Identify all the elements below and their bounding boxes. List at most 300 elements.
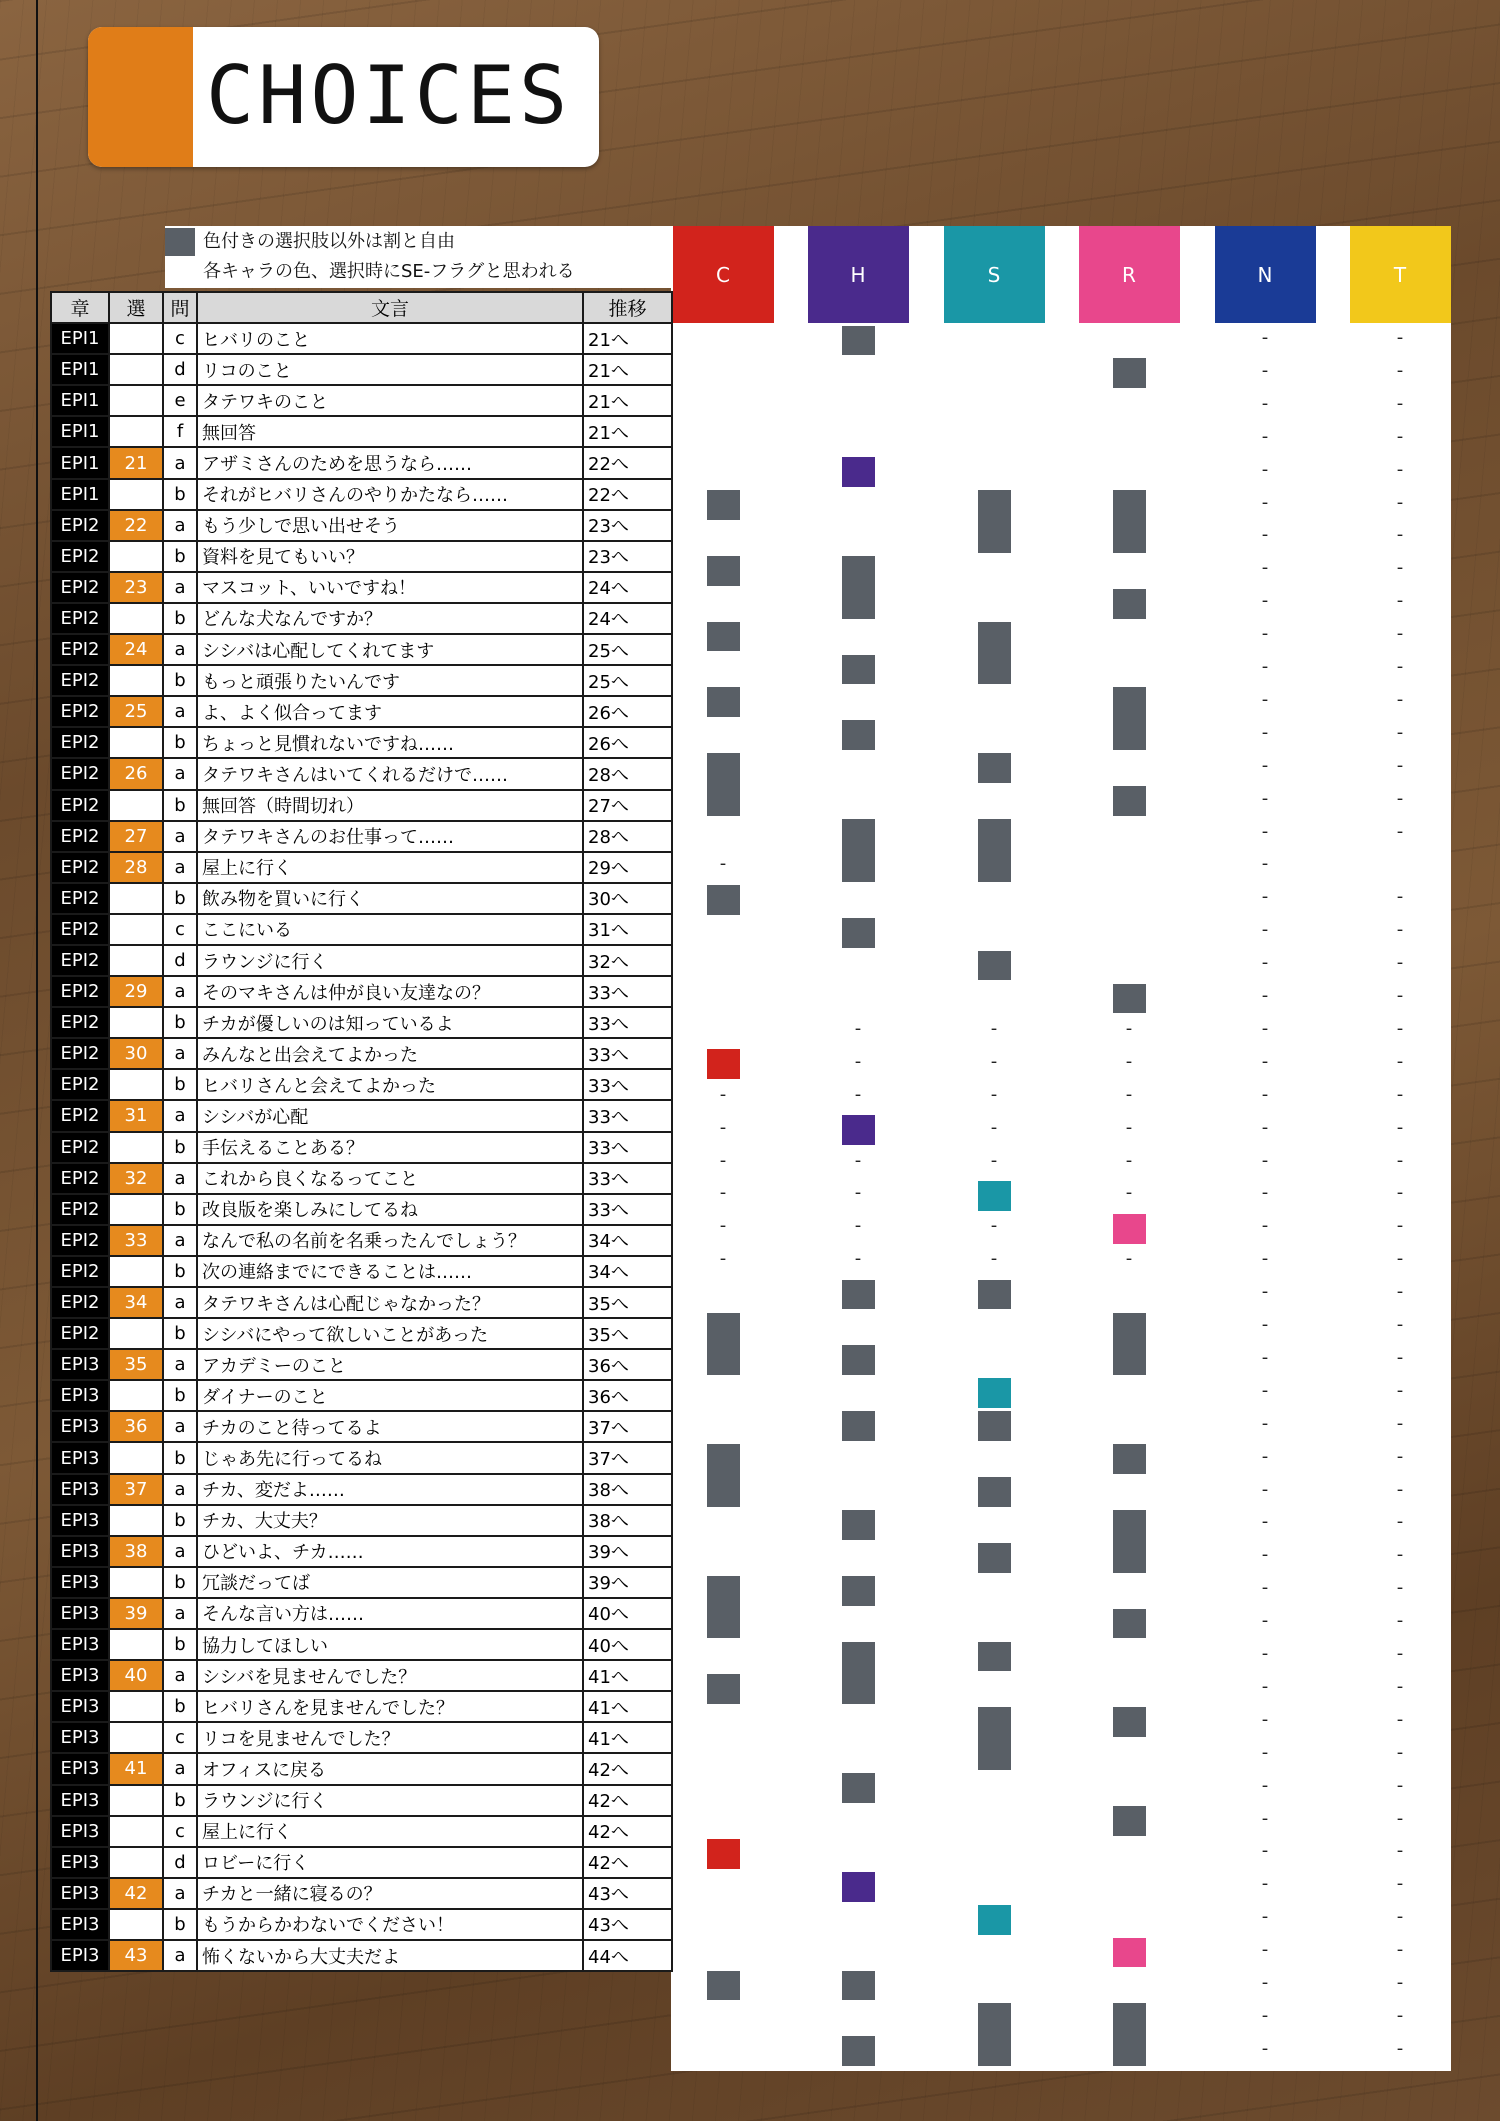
choice-text-cell: タテワキさんはいてくれるだけで……	[197, 758, 583, 789]
table-row	[51, 1785, 672, 1816]
choice-text-cell: よ、よく似合ってます	[197, 696, 583, 727]
transition-cell: 32へ	[583, 945, 672, 976]
table-row	[51, 1349, 672, 1380]
choice-text-cell: シシバを見ませんでした？	[197, 1660, 583, 1691]
transition-cell: 44へ	[583, 1940, 672, 1971]
header-chapter: 章	[51, 292, 109, 323]
transition-cell: 33へ	[583, 1163, 672, 1194]
chapter-cell: EPI2	[51, 1100, 109, 1131]
marker-c	[707, 753, 740, 816]
select-number-cell: 43	[109, 1940, 163, 1971]
table-row	[51, 1256, 672, 1287]
select-number-cell	[109, 1069, 163, 1100]
choice-text-cell: タテワキさんは心配じゃなかった？	[197, 1287, 583, 1318]
dash-s: -	[990, 1248, 998, 1270]
table-row	[51, 634, 672, 665]
chapter-cell: EPI2	[51, 541, 109, 572]
marker-s	[978, 622, 1011, 685]
dash-n: -	[1261, 787, 1269, 809]
transition-cell: 22へ	[583, 479, 672, 510]
marker-r	[1113, 490, 1146, 553]
dash-h: -	[854, 1182, 862, 1204]
chapter-cell: EPI3	[51, 1691, 109, 1722]
character-header-s: S	[944, 226, 1045, 323]
dash-t: -	[1396, 1708, 1404, 1730]
marker-h	[842, 1642, 875, 1705]
transition-cell: 42へ	[583, 1816, 672, 1847]
table-row	[51, 1100, 672, 1131]
dash-t: -	[1396, 557, 1404, 579]
dash-n: -	[1261, 820, 1269, 842]
select-number-cell: 38	[109, 1536, 163, 1567]
marker-r	[1113, 589, 1146, 619]
marker-r	[1113, 1444, 1146, 1474]
select-number-cell	[109, 883, 163, 914]
question-letter-cell: b	[163, 1785, 197, 1816]
question-letter-cell: b	[163, 603, 197, 634]
dash-n: -	[1261, 1610, 1269, 1632]
choice-text-cell: もうからかわないでください！	[197, 1909, 583, 1940]
dash-t: -	[1396, 2037, 1404, 2059]
question-letter-cell: a	[163, 1287, 197, 1318]
dash-t: -	[1396, 1017, 1404, 1039]
chapter-cell: EPI2	[51, 1007, 109, 1038]
dash-t: -	[1396, 590, 1404, 612]
dash-n: -	[1261, 1708, 1269, 1730]
transition-cell: 37へ	[583, 1442, 672, 1473]
dash-n: -	[1261, 557, 1269, 579]
table-row	[51, 1847, 672, 1878]
dash-s: -	[990, 1017, 998, 1039]
dash-n: -	[1261, 1478, 1269, 1500]
chapter-cell: EPI2	[51, 727, 109, 758]
select-number-cell: 34	[109, 1287, 163, 1318]
chapter-cell: EPI2	[51, 914, 109, 945]
marker-h-colored	[842, 457, 875, 487]
table-row	[51, 1194, 672, 1225]
dash-n: -	[1261, 1939, 1269, 1961]
select-number-cell	[109, 541, 163, 572]
dash-n: -	[1261, 2037, 1269, 2059]
dash-n: -	[1261, 491, 1269, 513]
choice-text-cell: 資料を見てもいい？	[197, 541, 583, 572]
transition-cell: 24へ	[583, 603, 672, 634]
transition-cell: 25へ	[583, 665, 672, 696]
character-header-h: H	[808, 226, 909, 323]
question-letter-cell: e	[163, 385, 197, 416]
table-row	[51, 790, 672, 821]
select-number-cell: 33	[109, 1225, 163, 1256]
question-letter-cell: b	[163, 1909, 197, 1940]
chapter-cell: EPI3	[51, 1505, 109, 1536]
question-letter-cell: a	[163, 1163, 197, 1194]
dash-n: -	[1261, 1379, 1269, 1401]
dash-t: -	[1396, 1807, 1404, 1829]
table-row	[51, 1909, 672, 1940]
dash-n: -	[1261, 688, 1269, 710]
transition-cell: 21へ	[583, 416, 672, 447]
marker-h-colored	[842, 1872, 875, 1902]
table-row	[51, 1411, 672, 1442]
character-header-t: T	[1350, 226, 1451, 323]
question-letter-cell: b	[163, 1691, 197, 1722]
choice-text-cell: ラウンジに行く	[197, 1785, 583, 1816]
marker-h	[842, 1971, 875, 2001]
select-number-cell	[109, 790, 163, 821]
question-letter-cell: a	[163, 447, 197, 478]
chapter-cell: EPI3	[51, 1722, 109, 1753]
transition-cell: 40へ	[583, 1598, 672, 1629]
table-row	[51, 1038, 672, 1069]
character-panel	[671, 226, 1451, 2071]
transition-cell: 21へ	[583, 323, 672, 354]
left-margin-line	[36, 0, 38, 2121]
dash-n: -	[1261, 985, 1269, 1006]
marker-c	[707, 1674, 740, 1704]
choice-text-cell: 飲み物を買いに行く	[197, 883, 583, 914]
choice-text-cell: タテワキのこと	[197, 385, 583, 416]
select-number-cell: 32	[109, 1163, 163, 1194]
question-letter-cell: b	[163, 1442, 197, 1473]
chapter-cell: EPI2	[51, 696, 109, 727]
chapter-cell: EPI3	[51, 1816, 109, 1847]
chapter-cell: EPI3	[51, 1629, 109, 1660]
table-row	[51, 1567, 672, 1598]
dash-t: -	[1396, 2004, 1404, 2026]
dash-t: -	[1396, 1248, 1404, 1270]
dash-t: -	[1396, 1577, 1404, 1599]
table-row	[51, 727, 672, 758]
marker-c	[707, 1444, 740, 1507]
dash-t: -	[1396, 952, 1404, 974]
transition-cell: 41へ	[583, 1691, 672, 1722]
table-body	[51, 323, 672, 1971]
question-letter-cell: b	[163, 1318, 197, 1349]
chapter-cell: EPI2	[51, 852, 109, 883]
dash-n: -	[1261, 1281, 1269, 1303]
chapter-cell: EPI3	[51, 1847, 109, 1878]
question-letter-cell: b	[163, 665, 197, 696]
dash-n: -	[1261, 1017, 1269, 1039]
dash-n: -	[1261, 1544, 1269, 1566]
table-row	[51, 1007, 672, 1038]
marker-c-colored	[707, 1049, 740, 1079]
transition-cell: 33へ	[583, 976, 672, 1007]
transition-cell: 42へ	[583, 1753, 672, 1784]
select-number-cell	[109, 1629, 163, 1660]
question-letter-cell: c	[163, 914, 197, 945]
select-number-cell: 37	[109, 1474, 163, 1505]
choice-text-cell: そのマキさんは仲が良い友達なの？	[197, 976, 583, 1007]
dash-n: -	[1261, 1741, 1269, 1763]
marker-s	[978, 1642, 1011, 1672]
choice-text-cell: ラウンジに行く	[197, 945, 583, 976]
marker-h	[842, 1411, 875, 1441]
dash-n: -	[1261, 1445, 1269, 1467]
question-letter-cell: a	[163, 1878, 197, 1909]
select-number-cell: 41	[109, 1753, 163, 1784]
marker-h	[842, 1576, 875, 1606]
transition-cell: 35へ	[583, 1287, 672, 1318]
table-row	[51, 541, 672, 572]
question-letter-cell: a	[163, 572, 197, 603]
chapter-cell: EPI2	[51, 1132, 109, 1163]
select-number-cell	[109, 1691, 163, 1722]
dash-n: -	[1261, 425, 1269, 447]
dash-t: -	[1396, 1281, 1404, 1303]
transition-cell: 26へ	[583, 727, 672, 758]
table-row	[51, 821, 672, 852]
chapter-cell: EPI3	[51, 1536, 109, 1567]
select-number-cell	[109, 323, 163, 354]
choice-text-cell: ちょっと見慣れないですね……	[197, 727, 583, 758]
table-header-row	[51, 292, 672, 323]
dash-n: -	[1261, 1675, 1269, 1697]
table-row	[51, 1132, 672, 1163]
transition-cell: 26へ	[583, 696, 672, 727]
transition-cell: 43へ	[583, 1909, 672, 1940]
chapter-cell: EPI3	[51, 1878, 109, 1909]
choice-text-cell: リコのこと	[197, 354, 583, 385]
marker-c	[707, 556, 740, 586]
table-row	[51, 665, 672, 696]
dash-t: -	[1396, 820, 1404, 842]
chapter-cell: EPI2	[51, 1318, 109, 1349]
question-letter-cell: b	[163, 1069, 197, 1100]
question-letter-cell: a	[163, 1474, 197, 1505]
choice-text-cell: シシバが心配	[197, 1100, 583, 1131]
dash-t: -	[1396, 1346, 1404, 1368]
select-number-cell	[109, 665, 163, 696]
question-letter-cell: b	[163, 541, 197, 572]
table-row	[51, 914, 672, 945]
select-number-cell: 40	[109, 1660, 163, 1691]
question-letter-cell: b	[163, 1629, 197, 1660]
marker-s	[978, 1477, 1011, 1507]
marker-c-colored	[707, 1839, 740, 1869]
dash-r: -	[1125, 1050, 1133, 1072]
dash-n: -	[1261, 1116, 1269, 1138]
select-number-cell: 27	[109, 821, 163, 852]
dash-r: -	[1125, 1149, 1133, 1171]
choice-text-cell: ヒバリのこと	[197, 323, 583, 354]
dash-n: -	[1261, 392, 1269, 414]
question-letter-cell: a	[163, 758, 197, 789]
dash-t: -	[1396, 1379, 1404, 1401]
table-row	[51, 416, 672, 447]
dash-n: -	[1261, 1807, 1269, 1829]
select-number-cell: 31	[109, 1100, 163, 1131]
question-letter-cell: f	[163, 416, 197, 447]
select-number-cell	[109, 1816, 163, 1847]
dash-t: -	[1396, 656, 1404, 677]
transition-cell: 36へ	[583, 1380, 672, 1411]
dash-t: -	[1396, 1544, 1404, 1566]
dash-t: -	[1396, 392, 1404, 414]
transition-cell: 33へ	[583, 1132, 672, 1163]
dash-c: -	[719, 1116, 727, 1138]
choice-text-cell: ヒバリさんと会えてよかった	[197, 1069, 583, 1100]
select-number-cell	[109, 1007, 163, 1038]
choice-text-cell: これから良くなるってこと	[197, 1163, 583, 1194]
marker-c	[707, 1313, 740, 1376]
chapter-cell: EPI3	[51, 1940, 109, 1971]
marker-s	[978, 1543, 1011, 1573]
select-number-cell	[109, 727, 163, 758]
dash-n: -	[1261, 1346, 1269, 1368]
dash-t: -	[1396, 327, 1404, 348]
question-letter-cell: b	[163, 883, 197, 914]
table-row	[51, 1287, 672, 1318]
chapter-cell: EPI3	[51, 1442, 109, 1473]
dash-t: -	[1396, 919, 1404, 941]
dash-n: -	[1261, 1840, 1269, 1862]
question-letter-cell: d	[163, 1847, 197, 1878]
table-row	[51, 354, 672, 385]
table-row	[51, 323, 672, 354]
dash-t: -	[1396, 1610, 1404, 1632]
choice-text-cell: そんな言い方は……	[197, 1598, 583, 1629]
table-row	[51, 883, 672, 914]
chapter-cell: EPI2	[51, 1287, 109, 1318]
transition-cell: 33へ	[583, 1069, 672, 1100]
dash-n: -	[1261, 458, 1269, 480]
dash-c: -	[719, 1215, 727, 1237]
marker-h-colored	[842, 1115, 875, 1145]
transition-cell: 42へ	[583, 1847, 672, 1878]
select-number-cell	[109, 385, 163, 416]
marker-h	[842, 1773, 875, 1803]
transition-cell: 29へ	[583, 852, 672, 883]
dash-n: -	[1261, 590, 1269, 612]
choice-text-cell: 無回答（時間切れ）	[197, 790, 583, 821]
select-number-cell: 39	[109, 1598, 163, 1629]
marker-r	[1113, 687, 1146, 750]
choice-text-cell: じゃあ先に行ってるね	[197, 1442, 583, 1473]
choice-text-cell: みんなと出会えてよかった	[197, 1038, 583, 1069]
marker-h	[842, 1345, 875, 1375]
marker-r	[1113, 2003, 1146, 2066]
dash-t: -	[1396, 1873, 1404, 1895]
dash-c: -	[719, 1083, 727, 1105]
select-number-cell	[109, 354, 163, 385]
select-number-cell	[109, 1909, 163, 1940]
dash-n: -	[1261, 1149, 1269, 1171]
character-header-n: N	[1215, 226, 1316, 323]
select-number-cell	[109, 914, 163, 945]
question-letter-cell: a	[163, 634, 197, 665]
transition-cell: 42へ	[583, 1785, 672, 1816]
dash-n: -	[1261, 853, 1269, 875]
question-letter-cell: b	[163, 1380, 197, 1411]
choice-text-cell: チカが優しいのは知っているよ	[197, 1007, 583, 1038]
dash-n: -	[1261, 1314, 1269, 1335]
dash-h: -	[854, 1017, 862, 1039]
dash-c: -	[719, 1149, 727, 1171]
chapter-cell: EPI3	[51, 1753, 109, 1784]
legend-note-1: 色付きの選択肢以外は割と自由	[203, 231, 455, 252]
question-letter-cell: a	[163, 1598, 197, 1629]
marker-c	[707, 687, 740, 717]
table-row	[51, 1505, 672, 1536]
dash-n: -	[1261, 1215, 1269, 1237]
transition-cell: 23へ	[583, 510, 672, 541]
dash-s: -	[990, 1083, 998, 1105]
dash-t: -	[1396, 1314, 1404, 1335]
marker-s	[978, 1411, 1011, 1441]
chapter-cell: EPI2	[51, 1256, 109, 1287]
dash-n: -	[1261, 1083, 1269, 1105]
dash-t: -	[1396, 1939, 1404, 1961]
marker-c	[707, 622, 740, 652]
choice-text-cell: 次の連絡までにできることは……	[197, 1256, 583, 1287]
choice-text-cell: なんで私の名前を名乗ったんでしょう？	[197, 1225, 583, 1256]
select-number-cell	[109, 479, 163, 510]
marker-s-colored	[978, 1181, 1011, 1211]
dash-t: -	[1396, 1050, 1404, 1072]
transition-cell: 41へ	[583, 1722, 672, 1753]
dash-r: -	[1125, 1182, 1133, 1204]
question-letter-cell: b	[163, 1505, 197, 1536]
choice-text-cell: ダイナーのこと	[197, 1380, 583, 1411]
table-row	[51, 385, 672, 416]
select-number-cell	[109, 603, 163, 634]
chapter-cell: EPI3	[51, 1349, 109, 1380]
choice-text-cell: 手伝えることある？	[197, 1132, 583, 1163]
question-letter-cell: d	[163, 945, 197, 976]
choice-text-cell: シシバにやって欲しいことがあった	[197, 1318, 583, 1349]
chapter-cell: EPI2	[51, 758, 109, 789]
choices-table	[50, 291, 673, 1972]
transition-cell: 28へ	[583, 758, 672, 789]
select-number-cell	[109, 1505, 163, 1536]
dash-n: -	[1261, 952, 1269, 974]
question-letter-cell: a	[163, 1536, 197, 1567]
transition-cell: 24へ	[583, 572, 672, 603]
table-row	[51, 1442, 672, 1473]
table-row	[51, 1940, 672, 1971]
table-row	[51, 976, 672, 1007]
dash-n: -	[1261, 2004, 1269, 2026]
select-number-cell: 42	[109, 1878, 163, 1909]
choice-text-cell: チカ、変だよ……	[197, 1474, 583, 1505]
chapter-cell: EPI2	[51, 1069, 109, 1100]
question-letter-cell: b	[163, 727, 197, 758]
marker-r	[1113, 1510, 1146, 1573]
dash-t: -	[1396, 787, 1404, 809]
choice-text-cell: マスコット、いいですね！	[197, 572, 583, 603]
select-number-cell	[109, 1722, 163, 1753]
title-accent-block	[88, 27, 193, 167]
marker-r	[1113, 1313, 1146, 1376]
dash-n: -	[1261, 721, 1269, 743]
dash-h: -	[854, 1083, 862, 1105]
transition-cell: 34へ	[583, 1225, 672, 1256]
header-question: 問	[163, 292, 197, 323]
choice-text-cell: それがヒバリさんのやりかたなら……	[197, 479, 583, 510]
table-row	[51, 1722, 672, 1753]
chapter-cell: EPI3	[51, 1474, 109, 1505]
question-letter-cell: a	[163, 821, 197, 852]
question-letter-cell: c	[163, 323, 197, 354]
choice-text-cell: ひどいよ、チカ……	[197, 1536, 583, 1567]
transition-cell: 23へ	[583, 541, 672, 572]
select-number-cell: 23	[109, 572, 163, 603]
transition-cell: 39へ	[583, 1567, 672, 1598]
choice-text-cell: チカのこと待ってるよ	[197, 1411, 583, 1442]
chapter-cell: EPI2	[51, 634, 109, 665]
question-letter-cell: d	[163, 354, 197, 385]
